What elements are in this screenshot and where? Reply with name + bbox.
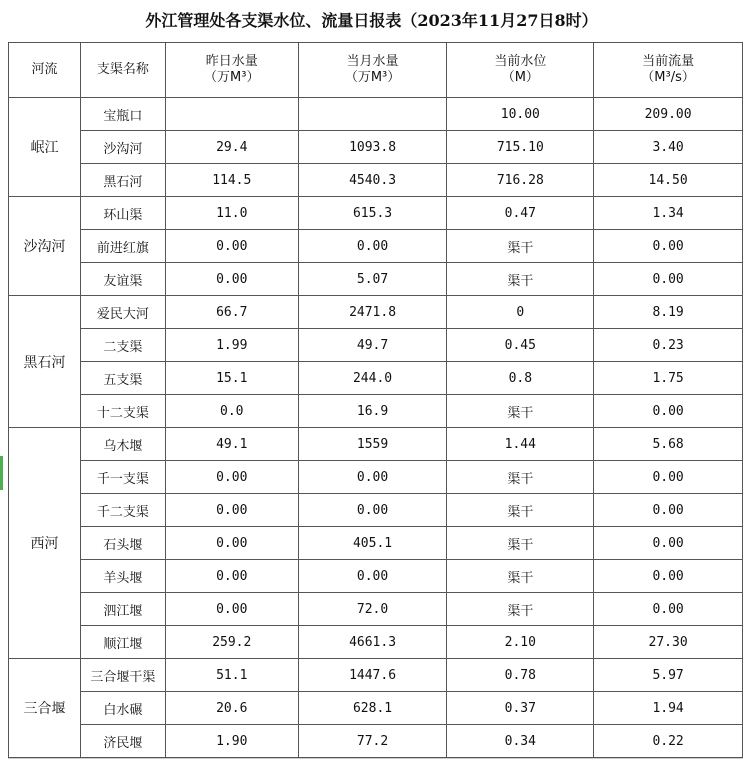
month-volume-cell: 5.07 bbox=[298, 263, 447, 296]
flow-rate-cell: 1.94 bbox=[594, 692, 743, 725]
river-cell: 黑石河 bbox=[9, 296, 81, 428]
water-level-cell: 渠干 bbox=[447, 560, 594, 593]
report-title: 外江管理处各支渠水位、流量日报表（2023年11月27日8时） bbox=[145, 11, 598, 30]
month-volume-cell: 77.2 bbox=[298, 725, 447, 758]
flow-rate-cell: 5.68 bbox=[594, 428, 743, 461]
flow-rate-cell: 209.00 bbox=[594, 98, 743, 131]
water-level-cell: 715.10 bbox=[447, 131, 594, 164]
table-row bbox=[9, 659, 743, 692]
yesterday-volume-cell: 51.1 bbox=[165, 659, 298, 692]
yesterday-volume-cell: 66.7 bbox=[165, 296, 298, 329]
canal-name-cell: 爱民大河 bbox=[80, 296, 165, 329]
header-river: 河流 bbox=[9, 43, 81, 98]
water-level-cell: 渠干 bbox=[447, 593, 594, 626]
table-row bbox=[9, 197, 743, 230]
yesterday-volume-cell bbox=[165, 98, 298, 131]
yesterday-volume-cell: 1.99 bbox=[165, 329, 298, 362]
table-row bbox=[9, 164, 743, 197]
month-volume-cell bbox=[298, 98, 447, 131]
yesterday-volume-cell: 0.00 bbox=[165, 263, 298, 296]
header-row bbox=[9, 43, 743, 98]
flow-rate-cell: 0.00 bbox=[594, 560, 743, 593]
table-row bbox=[9, 626, 743, 659]
canal-name-cell: 前进红旗 bbox=[80, 230, 165, 263]
water-level-cell: 10.00 bbox=[447, 98, 594, 131]
flow-rate-cell: 0.00 bbox=[594, 263, 743, 296]
flow-rate-cell: 0.00 bbox=[594, 527, 743, 560]
river-cell: 沙沟河 bbox=[9, 197, 81, 296]
row-selection-marker bbox=[0, 456, 3, 490]
water-level-cell: 0.78 bbox=[447, 659, 594, 692]
flow-rate-cell: 0.00 bbox=[594, 461, 743, 494]
table-row bbox=[9, 692, 743, 725]
table-row bbox=[9, 263, 743, 296]
water-level-cell: 1.44 bbox=[447, 428, 594, 461]
month-volume-cell: 72.0 bbox=[298, 593, 447, 626]
water-level-cell: 0 bbox=[447, 296, 594, 329]
water-level-cell: 2.10 bbox=[447, 626, 594, 659]
canal-name-cell: 宝瓶口 bbox=[80, 98, 165, 131]
water-level-cell: 716.28 bbox=[447, 164, 594, 197]
canal-name-cell: 三合堰干渠 bbox=[80, 659, 165, 692]
yesterday-volume-cell: 0.00 bbox=[165, 230, 298, 263]
yesterday-volume-cell: 0.00 bbox=[165, 461, 298, 494]
table-row bbox=[9, 395, 743, 428]
table-row bbox=[9, 230, 743, 263]
water-level-cell: 渠干 bbox=[447, 395, 594, 428]
month-volume-cell: 0.00 bbox=[298, 461, 447, 494]
month-volume-cell: 16.9 bbox=[298, 395, 447, 428]
flow-rate-cell: 0.00 bbox=[594, 230, 743, 263]
flow-rate-cell: 0.00 bbox=[594, 395, 743, 428]
canal-name-cell: 二支渠 bbox=[80, 329, 165, 362]
report-table bbox=[8, 42, 743, 758]
table-row bbox=[9, 428, 743, 461]
flow-rate-cell: 0.00 bbox=[594, 593, 743, 626]
yesterday-volume-cell: 0.00 bbox=[165, 527, 298, 560]
canal-name-cell: 环山渠 bbox=[80, 197, 165, 230]
table-row bbox=[9, 98, 743, 131]
yesterday-volume-cell: 0.00 bbox=[165, 593, 298, 626]
yesterday-volume-cell: 49.1 bbox=[165, 428, 298, 461]
month-volume-cell: 405.1 bbox=[298, 527, 447, 560]
water-level-cell: 渠干 bbox=[447, 494, 594, 527]
month-volume-cell: 1559 bbox=[298, 428, 447, 461]
canal-name-cell: 友谊渠 bbox=[80, 263, 165, 296]
canal-name-cell: 五支渠 bbox=[80, 362, 165, 395]
header-canal: 支渠名称 bbox=[80, 43, 165, 98]
water-level-cell: 渠干 bbox=[447, 527, 594, 560]
water-level-cell: 0.8 bbox=[447, 362, 594, 395]
canal-name-cell: 黑石河 bbox=[80, 164, 165, 197]
table-row bbox=[9, 362, 743, 395]
canal-name-cell: 泗江堰 bbox=[80, 593, 165, 626]
flow-rate-cell: 5.97 bbox=[594, 659, 743, 692]
canal-name-cell: 沙沟河 bbox=[80, 131, 165, 164]
yesterday-volume-cell: 114.5 bbox=[165, 164, 298, 197]
flow-rate-cell: 3.40 bbox=[594, 131, 743, 164]
month-volume-cell: 4661.3 bbox=[298, 626, 447, 659]
yesterday-volume-cell: 259.2 bbox=[165, 626, 298, 659]
table-row bbox=[9, 560, 743, 593]
canal-name-cell: 千二支渠 bbox=[80, 494, 165, 527]
water-level-cell: 0.37 bbox=[447, 692, 594, 725]
water-level-cell: 渠干 bbox=[447, 230, 594, 263]
yesterday-volume-cell: 0.0 bbox=[165, 395, 298, 428]
month-volume-cell: 244.0 bbox=[298, 362, 447, 395]
month-volume-cell: 2471.8 bbox=[298, 296, 447, 329]
month-volume-cell: 1093.8 bbox=[298, 131, 447, 164]
flow-rate-cell: 8.19 bbox=[594, 296, 743, 329]
table-row bbox=[9, 593, 743, 626]
month-volume-cell: 628.1 bbox=[298, 692, 447, 725]
table-row bbox=[9, 131, 743, 164]
flow-rate-cell: 0.22 bbox=[594, 725, 743, 758]
sheet-divider bbox=[8, 758, 743, 759]
water-level-cell: 渠干 bbox=[447, 263, 594, 296]
header-flow-rate: 当前流量 （M³/s） bbox=[594, 43, 743, 98]
flow-rate-cell: 1.34 bbox=[594, 197, 743, 230]
flow-rate-cell: 14.50 bbox=[594, 164, 743, 197]
header-yesterday-volume: 昨日水量 （万M³） bbox=[165, 43, 298, 98]
canal-name-cell: 济民堰 bbox=[80, 725, 165, 758]
canal-name-cell: 石头堰 bbox=[80, 527, 165, 560]
table-row bbox=[9, 329, 743, 362]
yesterday-volume-cell: 20.6 bbox=[165, 692, 298, 725]
canal-name-cell: 千一支渠 bbox=[80, 461, 165, 494]
month-volume-cell: 1447.6 bbox=[298, 659, 447, 692]
water-level-cell: 0.47 bbox=[447, 197, 594, 230]
yesterday-volume-cell: 29.4 bbox=[165, 131, 298, 164]
month-volume-cell: 0.00 bbox=[298, 494, 447, 527]
month-volume-cell: 49.7 bbox=[298, 329, 447, 362]
flow-rate-cell: 1.75 bbox=[594, 362, 743, 395]
table-row bbox=[9, 725, 743, 758]
canal-name-cell: 顺江堰 bbox=[80, 626, 165, 659]
header-water-level: 当前水位 （M） bbox=[447, 43, 594, 98]
canal-name-cell: 羊头堰 bbox=[80, 560, 165, 593]
yesterday-volume-cell: 15.1 bbox=[165, 362, 298, 395]
table-row bbox=[9, 494, 743, 527]
yesterday-volume-cell: 11.0 bbox=[165, 197, 298, 230]
month-volume-cell: 615.3 bbox=[298, 197, 447, 230]
river-cell: 三合堰 bbox=[9, 659, 81, 758]
yesterday-volume-cell: 1.90 bbox=[165, 725, 298, 758]
canal-name-cell: 乌木堰 bbox=[80, 428, 165, 461]
yesterday-volume-cell: 0.00 bbox=[165, 494, 298, 527]
water-level-cell: 0.34 bbox=[447, 725, 594, 758]
month-volume-cell: 0.00 bbox=[298, 560, 447, 593]
canal-name-cell: 十二支渠 bbox=[80, 395, 165, 428]
flow-rate-cell: 27.30 bbox=[594, 626, 743, 659]
table-row bbox=[9, 461, 743, 494]
table-row bbox=[9, 527, 743, 560]
water-level-cell: 0.45 bbox=[447, 329, 594, 362]
month-volume-cell: 0.00 bbox=[298, 230, 447, 263]
river-cell: 岷江 bbox=[9, 98, 81, 197]
flow-rate-cell: 0.23 bbox=[594, 329, 743, 362]
yesterday-volume-cell: 0.00 bbox=[165, 560, 298, 593]
water-level-cell: 渠干 bbox=[447, 461, 594, 494]
canal-name-cell: 白水碾 bbox=[80, 692, 165, 725]
header-month-volume: 当月水量 （万M³） bbox=[298, 43, 447, 98]
flow-rate-cell: 0.00 bbox=[594, 494, 743, 527]
month-volume-cell: 4540.3 bbox=[298, 164, 447, 197]
river-cell: 西河 bbox=[9, 428, 81, 659]
table-row bbox=[9, 296, 743, 329]
